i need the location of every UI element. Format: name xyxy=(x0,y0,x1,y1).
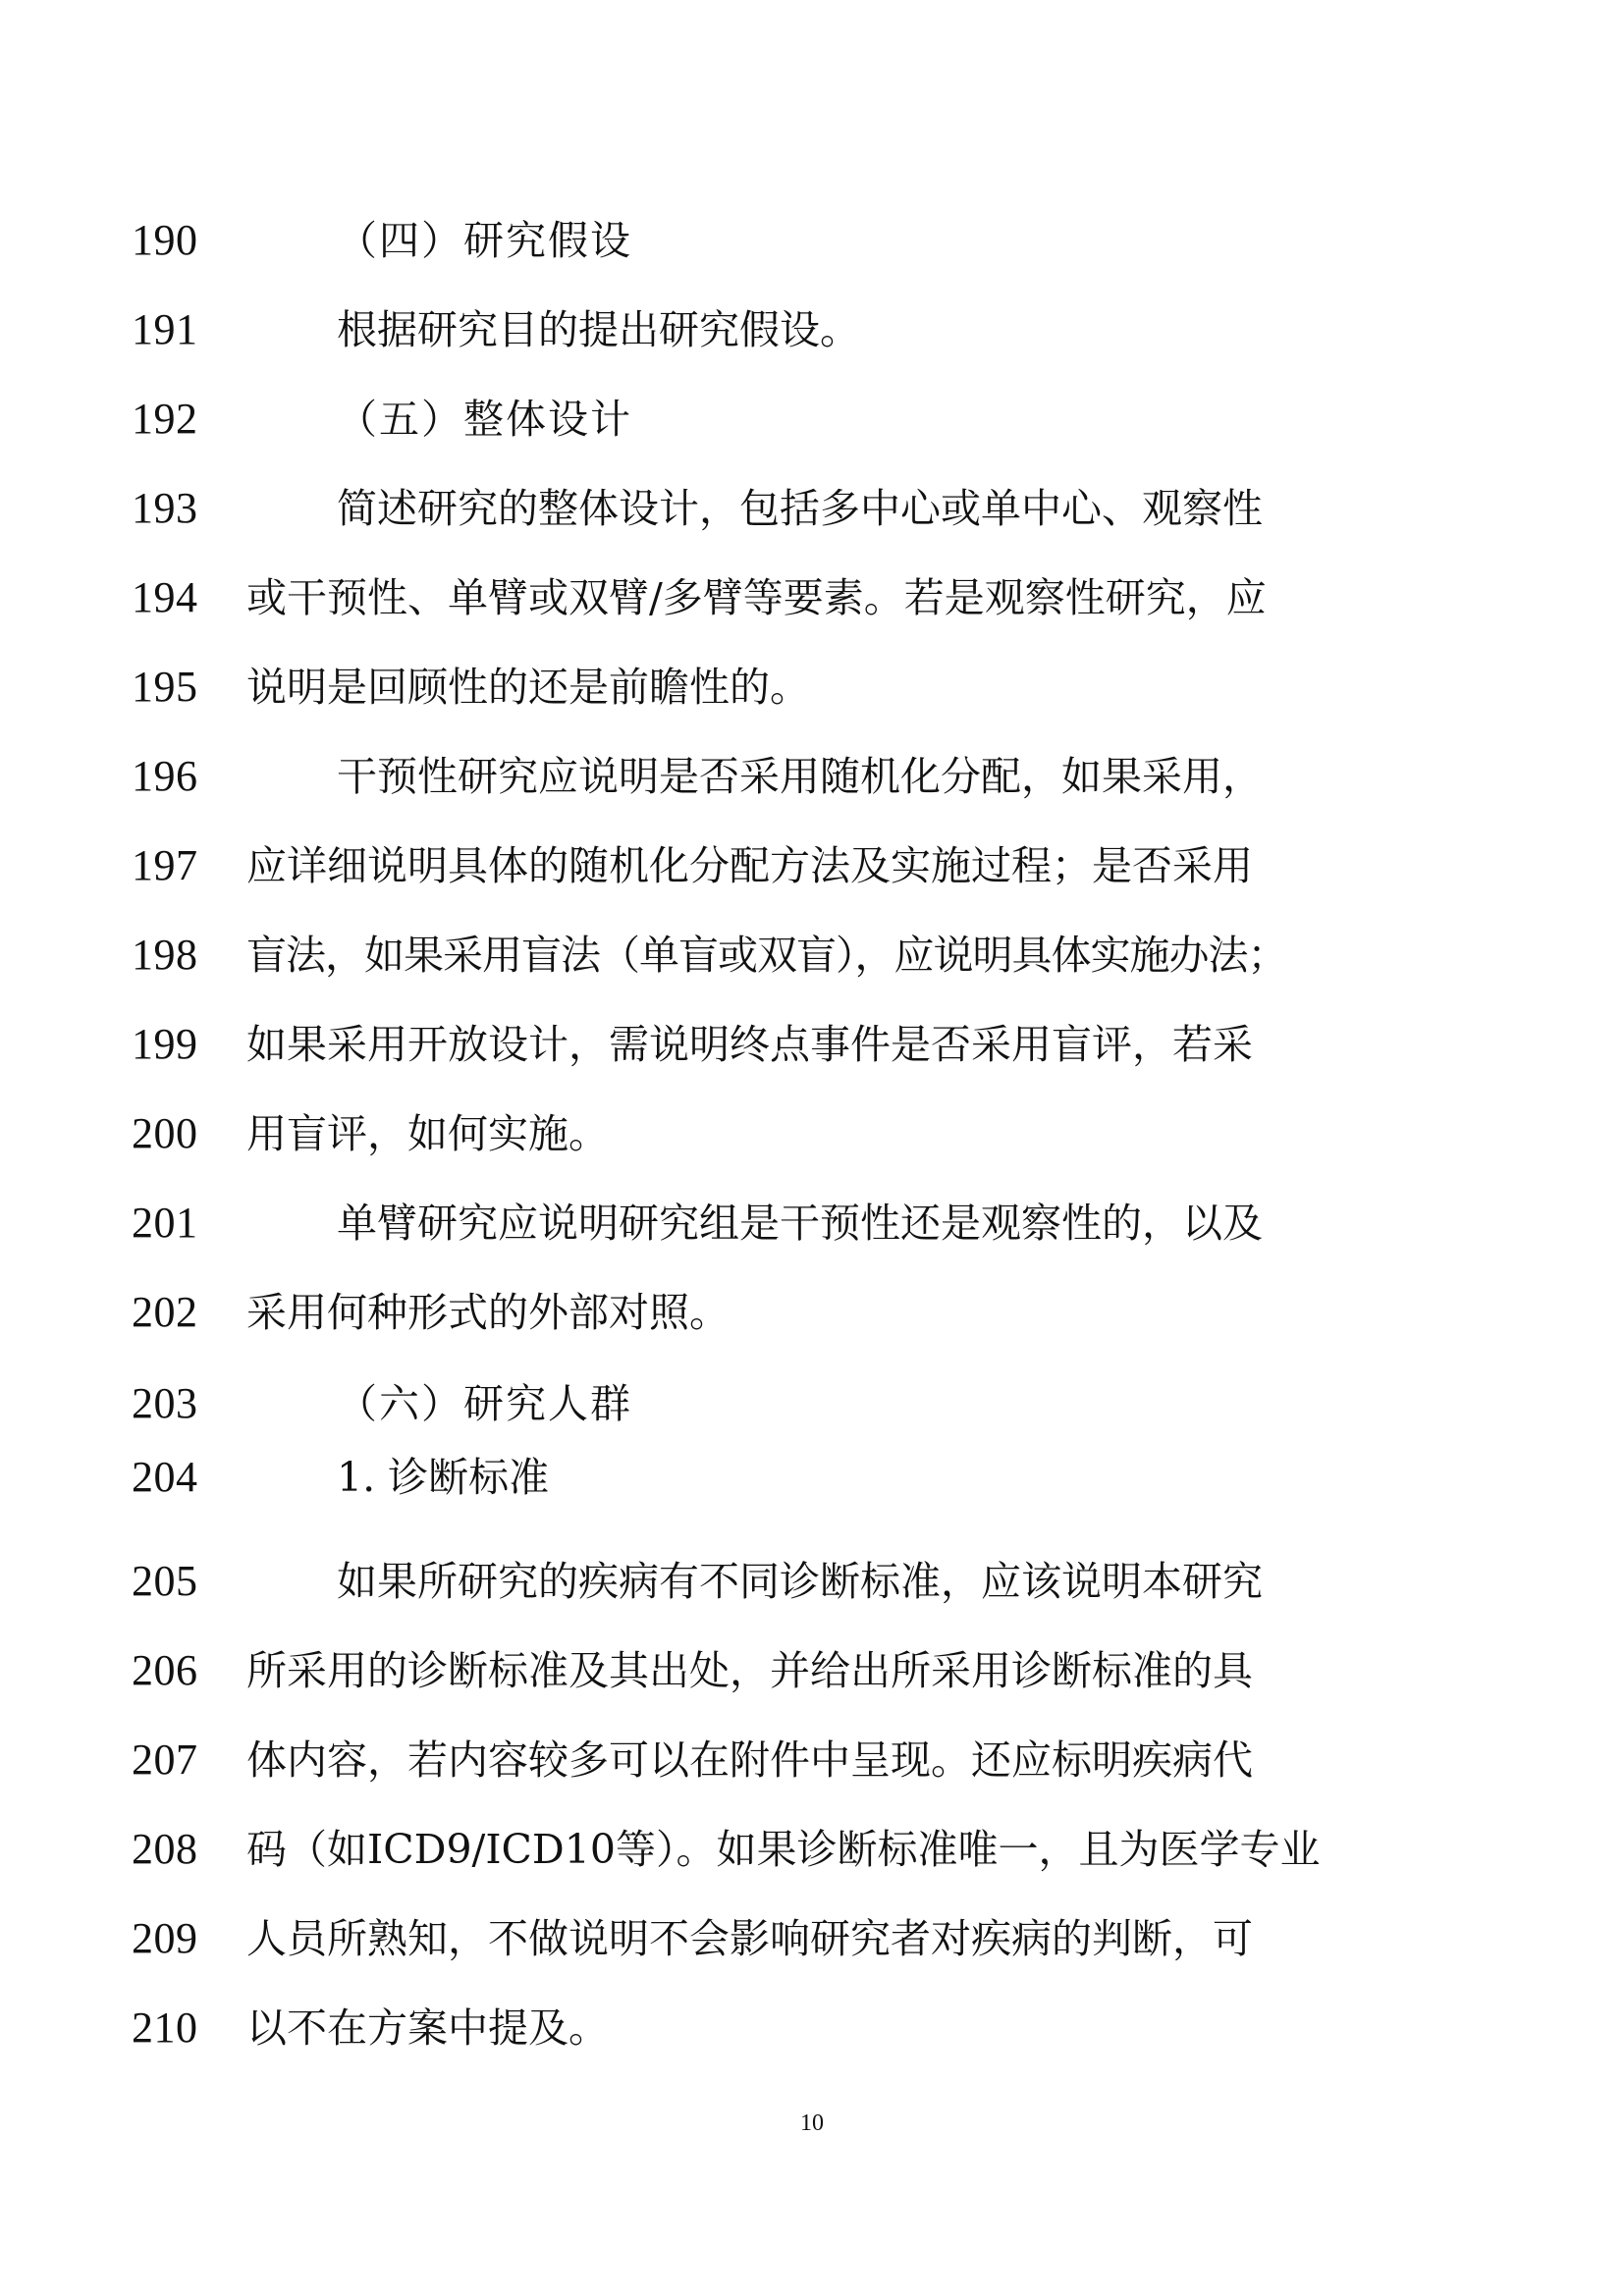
line-number: 202 xyxy=(132,1288,198,1336)
line-196 xyxy=(0,747,1624,806)
line-number: 192 xyxy=(132,395,198,443)
paragraph-line: 干预性研究应说明是否采用随机化分配，如果采用， xyxy=(337,753,1263,800)
paragraph-line: 以不在方案中提及。 xyxy=(246,2004,609,2052)
line-190 xyxy=(0,211,1624,270)
paragraph-line: 采用何种形式的外部对照。 xyxy=(246,1289,730,1336)
paragraph-line: 所采用的诊断标准及其出处，并给出所采用诊断标准的具 xyxy=(246,1647,1253,1694)
line-206 xyxy=(0,1641,1624,1700)
paragraph-line: 体内容，若内容较多可以在附件中呈现。还应标明疾病代 xyxy=(246,1736,1253,1784)
paragraph-line: 用盲评，如何实施。 xyxy=(246,1110,609,1157)
line-number: 200 xyxy=(132,1109,198,1157)
line-205 xyxy=(0,1552,1624,1611)
paragraph-line: 根据研究目的提出研究假设。 xyxy=(337,306,860,353)
section-heading: （五）整体设计 xyxy=(337,396,632,443)
line-197 xyxy=(0,836,1624,895)
line-200 xyxy=(0,1104,1624,1163)
line-195 xyxy=(0,658,1624,717)
line-number: 201 xyxy=(132,1199,198,1247)
line-number: 205 xyxy=(132,1557,198,1605)
paragraph-line: 简述研究的整体设计，包括多中心或单中心、观察性 xyxy=(337,485,1263,532)
subsection-heading: 1. 诊断标准 xyxy=(337,1454,550,1501)
line-203 xyxy=(0,1374,1624,1433)
line-number: 204 xyxy=(132,1453,198,1501)
paragraph-line: 人员所熟知，不做说明不会影响研究者对疾病的判断，可 xyxy=(246,1915,1253,1962)
paragraph-line: 应详细说明具体的随机化分配方法及实施过程；是否采用 xyxy=(246,842,1253,889)
line-number: 203 xyxy=(132,1379,198,1427)
paragraph-line: 说明是回顾性的还是前瞻性的。 xyxy=(246,664,810,711)
line-210 xyxy=(0,1999,1624,2057)
line-number: 193 xyxy=(132,484,198,532)
line-198 xyxy=(0,926,1624,985)
line-207 xyxy=(0,1731,1624,1789)
line-number: 191 xyxy=(132,305,198,353)
line-194 xyxy=(0,568,1624,627)
line-number: 195 xyxy=(132,663,198,711)
line-number: 210 xyxy=(132,2003,198,2052)
line-number: 199 xyxy=(132,1020,198,1068)
line-number: 207 xyxy=(132,1735,198,1784)
paragraph-line: 盲法，如果采用盲法（单盲或双盲），应说明具体实施办法； xyxy=(246,932,1287,979)
line-209 xyxy=(0,1909,1624,1968)
paragraph-line: 单臂研究应说明研究组是干预性还是观察性的，以及 xyxy=(337,1200,1263,1247)
line-202 xyxy=(0,1283,1624,1342)
line-number: 197 xyxy=(132,841,198,889)
line-number: 194 xyxy=(132,573,198,621)
section-heading: （四）研究假设 xyxy=(337,217,632,264)
line-201 xyxy=(0,1194,1624,1253)
line-number: 206 xyxy=(132,1646,198,1694)
line-number: 198 xyxy=(132,931,198,979)
page-number: 10 xyxy=(800,2110,824,2136)
paragraph-line: 如果采用开放设计，需说明终点事件是否采用盲评，若采 xyxy=(246,1021,1253,1068)
line-204 xyxy=(0,1448,1624,1507)
paragraph-line: 码（如ICD9/ICD10等）。如果诊断标准唯一，且为医学专业 xyxy=(246,1826,1321,1873)
paragraph-line: 如果所研究的疾病有不同诊断标准，应该说明本研究 xyxy=(337,1558,1263,1605)
line-191 xyxy=(0,300,1624,359)
line-number: 196 xyxy=(132,752,198,800)
line-208 xyxy=(0,1820,1624,1879)
line-number: 209 xyxy=(132,1914,198,1962)
line-number: 190 xyxy=(132,216,198,264)
line-193 xyxy=(0,479,1624,538)
paragraph-line: 或干预性、单臂或双臂/多臂等要素。若是观察性研究，应 xyxy=(246,574,1267,621)
section-heading: （六）研究人群 xyxy=(337,1380,632,1427)
line-199 xyxy=(0,1015,1624,1074)
line-192 xyxy=(0,390,1624,449)
line-number: 208 xyxy=(132,1825,198,1873)
